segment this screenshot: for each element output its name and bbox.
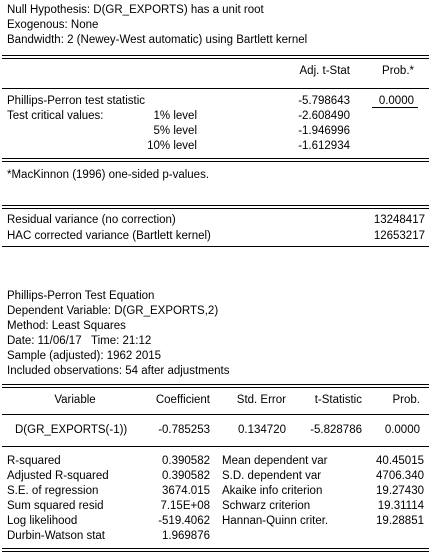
hac-variance-label: HAC corrected variance (Bartlett kernel) [7,230,211,242]
date-line: Date: 11/06/17 Time: 21:12 [7,335,152,347]
col-t-statistic: t-Statistic [314,394,362,406]
rule-double [2,384,429,388]
equation-title: Phillips-Perron Test Equation [7,290,155,302]
observations-line: Included observations: 54 after adjustments [7,365,230,377]
stat-value: 7.15E+08 [160,500,210,512]
rule-single [2,414,429,415]
coef-prob: 0.0000 [384,424,420,436]
stat-label: Durbin-Watson stat [7,530,105,542]
stat-label: Akaike info criterion [222,485,323,497]
stat-value: 0.390582 [162,455,210,467]
rule-single [2,88,429,89]
stat-value: 1.969876 [162,530,210,542]
prob-underline [372,107,418,108]
stat-value: 3674.015 [162,485,210,497]
stat-value: 40.45015 [376,455,424,467]
rule-single [2,446,429,447]
stat-value: 19.28851 [376,515,424,527]
stat-value: 0.390582 [162,470,210,482]
level-label: 10% level [147,140,197,152]
rule-double [2,158,429,162]
stat-value: -519.4062 [158,515,210,527]
rule-single [2,246,429,247]
sample-line: Sample (adjusted): 1962 2015 [7,350,162,362]
rule-double [2,55,429,59]
rule-double [2,205,429,209]
stat-value: 19.27430 [376,485,424,497]
coef-coefficient: -0.785253 [158,424,210,436]
stat-label: Schwarz criterion [222,500,311,512]
level-label: 5% level [153,125,197,137]
col-prob: Prob. [392,394,420,406]
pp-label: Phillips-Perron test statistic [7,95,146,107]
pp-tstat: -5.798643 [298,95,350,107]
col-coefficient: Coefficient [155,394,210,406]
pp-prob: 0.0000 [378,95,414,107]
stat-label: R-squared [7,455,61,467]
stat-label: Mean dependent var [222,455,328,467]
coef-t-statistic: -5.828786 [310,424,362,436]
hac-variance-value: 12653217 [373,230,425,242]
col-adj-tstat: Adj. t-Stat [299,65,350,77]
stat-value: 19.31114 [377,500,424,512]
stat-label: Hannan-Quinn criter. [222,515,329,527]
method-line: Method: Least Squares [7,320,126,332]
level-value: -1.946996 [298,125,350,137]
level-label: 1% level [153,110,197,122]
level-value: -1.612934 [298,140,350,152]
dependent-variable: Dependent Variable: D(GR_EXPORTS,2) [7,305,219,317]
level-value: -2.608490 [298,110,350,122]
stat-label: S.E. of regression [7,485,99,497]
null-hypothesis: Null Hypothesis: D(GR_EXPORTS) has a unit root [7,4,264,16]
residual-variance-value: 13248417 [373,214,425,226]
bandwidth-line: Bandwidth: 2 (Newey-West automatic) using Bartlett kernel [7,34,308,46]
coef-std-error: 0.134720 [238,424,286,436]
col-variable: Variable [54,394,96,406]
stat-label: Sum squared resid [7,500,104,512]
exogenous-line: Exogenous: None [7,19,99,31]
critical-values-label: Test critical values: [7,110,104,122]
mackinnon-footnote: *MacKinnon (1996) one-sided p-values. [7,169,210,181]
stat-label: Log likelihood [7,515,78,527]
stat-label: Adjusted R-squared [7,470,109,482]
stat-value: 4706.340 [376,470,424,482]
rule-double [2,548,429,552]
col-prob: Prob.* [382,65,414,77]
stat-label: S.D. dependent var [222,470,322,482]
residual-variance-label: Residual variance (no correction) [7,214,176,226]
coef-variable: D(GR_EXPORTS(-1)) [15,424,128,436]
col-std-error: Std. Error [236,394,286,406]
